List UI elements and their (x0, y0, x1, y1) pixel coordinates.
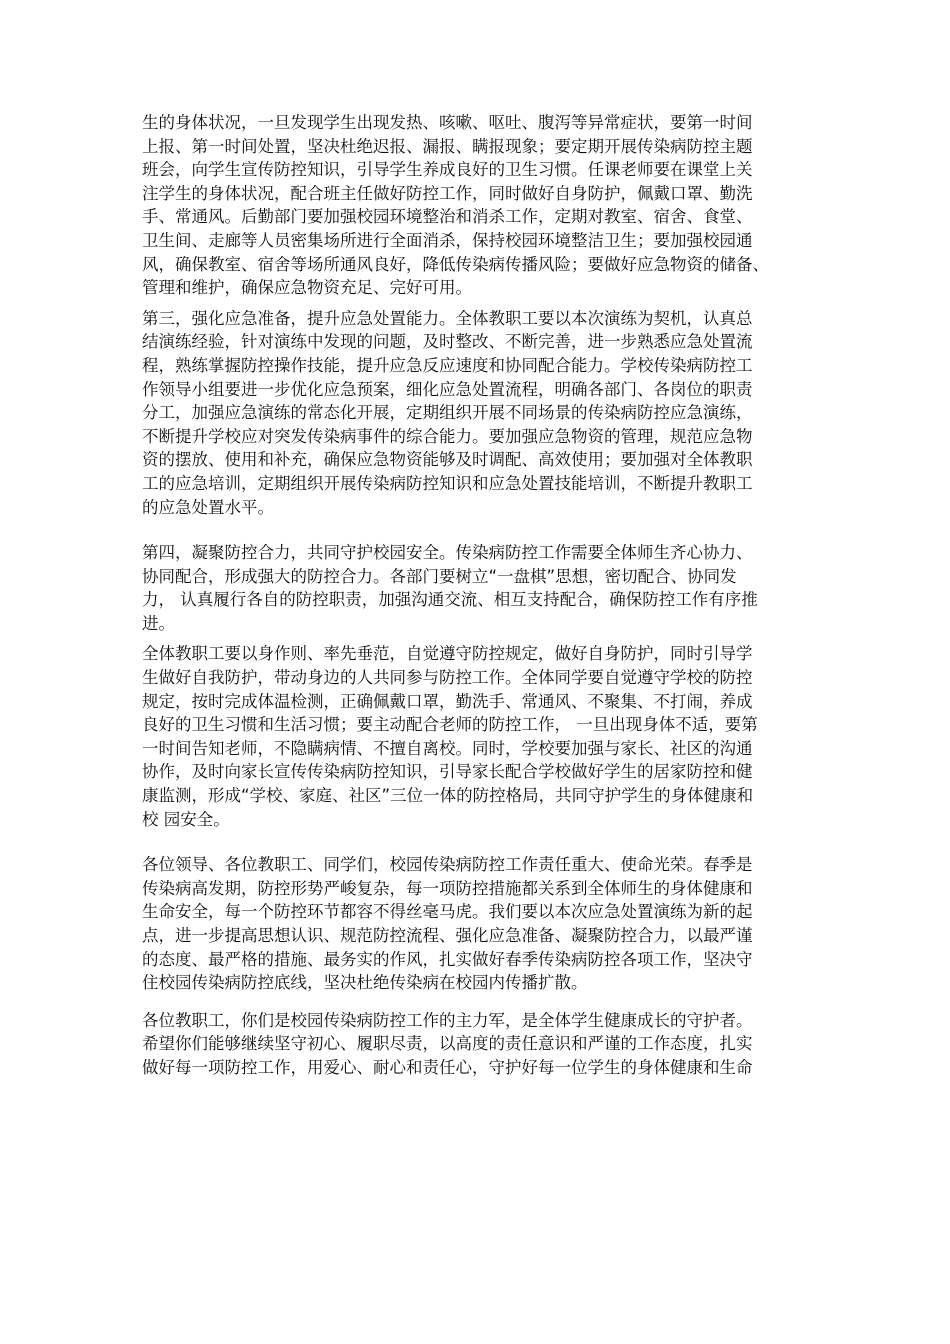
text-line: 卫生间、走廊等人员密集场所进行全面消杀，保持校园环境整洁卫生；要加强校园通 (142, 230, 753, 250)
paragraph-fourth-point (142, 541, 814, 635)
text-line: 一时间告知老师，不隐瞒病情、不擅自离校。同时，学校要加强与家长、社区的沟通 (142, 738, 753, 758)
text-line: 第三，强化应急准备，提升应急处置能力。全体教职工要以本次演练为契机，认真总 (142, 308, 753, 328)
paragraph-spacer (142, 519, 814, 541)
paragraph-spacer (142, 300, 814, 307)
text-line: 传染病高发期，防控形势严峻复杂，每一项防控措施都关系到全体师生的身体健康和 (142, 878, 753, 898)
text-line: 全体教职工要以身作则、率先垂范，自觉遵守防控规定，做好自身防护，同时引导学 (142, 644, 753, 664)
text-line: 进。 (142, 613, 175, 633)
text-line: 点，进一步提高思想认识、规范防控流程、强化应急准备、凝聚防控合力，以最严谨 (142, 926, 753, 945)
text-line: 协同配合，形成强大的防控合力。各部门要树立“一盘棋”思想，密切配合、协同发 (142, 566, 737, 586)
text-line: 注学生的身体状况，配合班主任做好防控工作，同时做好自身防护，佩戴口罩、勤洗 (142, 183, 753, 203)
text-line: 良好的卫生习惯和生活习惯；要主动配合老师的防控工作， 一旦出现身体不适，要第 (142, 715, 758, 735)
paragraph-spacer (142, 995, 814, 1009)
text-line: 分工，加强应急演练的常态化开展，定期组织开展不同场景的传染病防控应急演练， (142, 403, 753, 423)
paragraph-staff-and-students (142, 642, 814, 831)
text-line: 希望你们能够继续坚守初心、履职尽责，以高度的责任意识和严谨的工作态度，扎实 (142, 1034, 753, 1054)
text-line: 住校园传染病防控底线，坚决杜绝传染病在校园内传播扩散。 (142, 973, 588, 993)
paragraph-spacer (142, 635, 814, 642)
text-line: 生做好自我防护，带动身边的人共同参与防控工作。全体同学要自觉遵守学校的防控 (142, 668, 753, 688)
document-page (142, 111, 814, 1080)
paragraph-spacer (142, 831, 814, 853)
text-line: 上报、第一时间处置，坚决杜绝迟报、漏报、瞒报现象；要定期开展传染病防控主题 (142, 136, 753, 156)
text-line: 力， 认真履行各自的防控职责，加强沟通交流、相互支持配合，确保防控工作有序推 (142, 590, 758, 610)
paragraph-third-point (142, 307, 814, 519)
text-line: 校 园安全。 (142, 809, 230, 829)
text-line: 不断提升学校应对突发传染病事件的综合能力。要加强应急物资的管理，规范应急物 (142, 426, 753, 446)
text-line: 班会，向学生宣传防控知识，引导学生养成良好的卫生习惯。任课老师要在课堂上关 (142, 160, 753, 180)
paragraph-staff-address (142, 1009, 814, 1080)
text-line: 管理和维护，确保应急物资充足、完好可用。 (142, 278, 472, 298)
text-line: 生命安全，每一个防控环节都容不得丝毫马虎。我们要以本次应急处置演练为新的起 (142, 902, 753, 922)
text-line: 各位教职工，你们是校园传染病防控工作的主力军，是全体学生健康成长的守护者。 (142, 1010, 753, 1030)
text-line: 风，确保教室、宿舍等场所通风良好，降低传染病传播风险；要做好应急物资的储备、 (142, 254, 769, 274)
text-line: 工的应急培训，定期组织开展传染病防控知识和应急处置技能培训，不断提升教职工 (142, 473, 753, 493)
text-line: 资的摆放、使用和补充，确保应急物资能够及时调配、高效使用；要加强对全体教职 (142, 450, 753, 470)
text-line: 第四，凝聚防控合力，共同守护校园安全。传染病防控工作需要全体师生齐心协力、 (142, 543, 753, 563)
text-line: 做好每一项防控工作，用爱心、耐心和责任心，守护好每一位学生的身体健康和生命 (142, 1057, 753, 1077)
text-line: 作领导小组要进一步优化应急预案，细化应急处置流程，明确各部门、各岗位的职责 (142, 379, 753, 399)
text-line: 规定，按时完成体温检测，正确佩戴口罩，勤洗手、常通风、不聚集、不打闹，养成 (142, 691, 753, 711)
text-line: 结演练经验，针对演练中发现的问题，及时整改、不断完善，进一步熟悉应急处置流 (142, 332, 753, 352)
text-line: 康监测，形成“学校、家庭、社区”三位一体的防控格局，共同守护学生的身体健康和 (142, 786, 754, 806)
paragraph-leaders-address (142, 853, 814, 995)
text-line: 手、常通风。后勤部门要加强校园环境整治和消杀工作，定期对教室、宿舍、食堂、 (142, 207, 753, 227)
text-line: 各位领导、各位教职工、同学们，校园传染病防控工作责任重大、使命光荣。春季是 (142, 855, 753, 875)
text-line: 协作，及时向家长宣传传染病防控知识，引导家长配合学校做好学生的居家防控和健 (142, 762, 753, 782)
text-line: 的态度、最严格的措施、最务实的作风，扎实做好春季传染病防控各项工作，坚决守 (142, 949, 753, 969)
text-line: 生的身体状况，一旦发现学生出现发热、咳嗽、呕吐、腹泻等异常症状，要第一时间 (142, 113, 753, 132)
text-line: 程，熟练掌握防控操作技能，提升应急反应速度和协同配合能力。学校传染病防控工 (142, 355, 753, 375)
paragraph-student-health-monitoring (142, 111, 814, 300)
text-line: 的应急处置水平。 (142, 497, 274, 517)
